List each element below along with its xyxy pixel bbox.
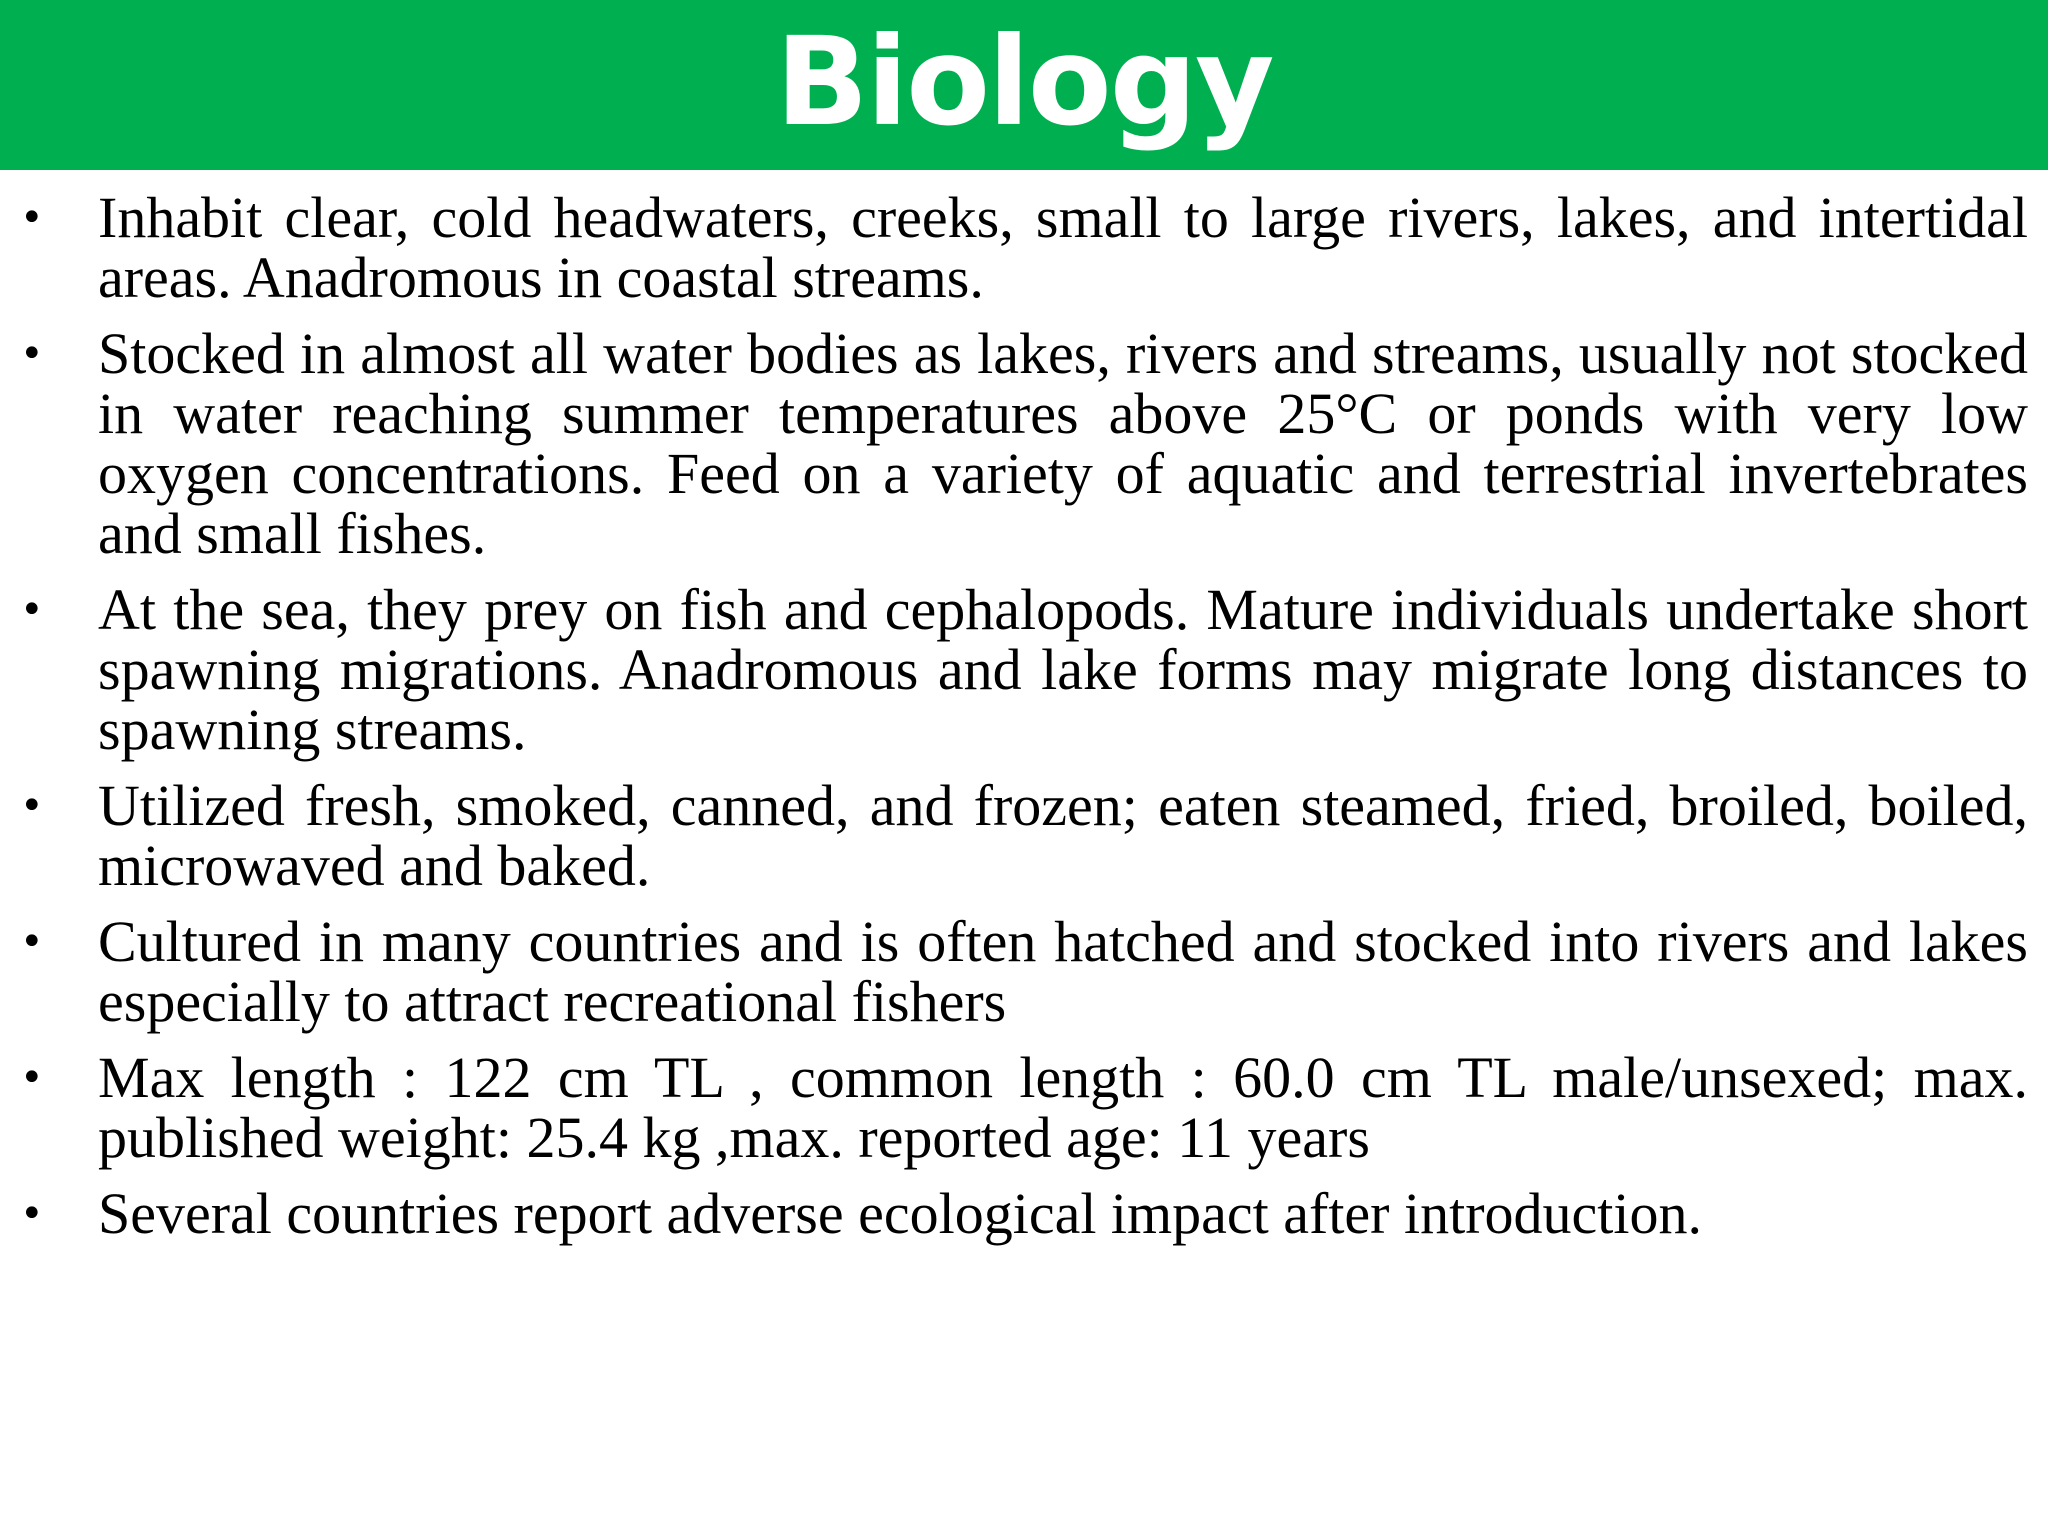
bullet-text: At the sea, they prey on fish and cephalopods. Mature individuals undertake short spawning migrations. Anadromous and lake forms may migrate long distances to spawning streams.: [98, 577, 2028, 762]
slide-title: Biology: [775, 11, 1273, 153]
bullet-text: Max length : 122 cm TL , common length : 60.0 cm TL male/unsexed; max. published weight: 25.4 kg ,max. reported age: 11 years: [98, 1045, 2028, 1170]
bullet-icon: •: [20, 1191, 44, 1237]
bullet-icon: •: [20, 331, 44, 377]
bullet-list: [0, 185, 2048, 1260]
list-item: [0, 321, 2048, 566]
list-item: [0, 1181, 2048, 1246]
bullet-text: Stocked in almost all water bodies as lakes, rivers and streams, usually not stocked in water reaching summer temperatures above 25°C or ponds with very low oxygen concentrations. Feed on a variety of aquatic and terrestrial invertebrates and small fishes.: [98, 321, 2028, 566]
bullet-icon: •: [20, 783, 44, 829]
bullet-icon: •: [20, 195, 44, 241]
list-item: [0, 773, 2048, 898]
bullet-icon: •: [20, 1055, 44, 1101]
bullet-text: Several countries report adverse ecological impact after introduction.: [98, 1181, 1703, 1246]
bullet-icon: •: [20, 587, 44, 633]
bullet-text: Utilized fresh, smoked, canned, and frozen; eaten steamed, fried, broiled, boiled, microwaved and baked.: [98, 773, 2028, 898]
list-item: [0, 577, 2048, 762]
title-bar: [0, 0, 2048, 170]
list-item: [0, 1045, 2048, 1170]
bullet-text: Cultured in many countries and is often hatched and stocked into rivers and lakes especially to attract recreational fishers: [98, 909, 2028, 1034]
bullet-icon: •: [20, 919, 44, 965]
list-item: [0, 909, 2048, 1034]
list-item: [0, 185, 2048, 310]
bullet-text: Inhabit clear, cold headwaters, creeks, small to large rivers, lakes, and intertidal areas. Anadromous in coastal streams.: [98, 185, 2028, 310]
